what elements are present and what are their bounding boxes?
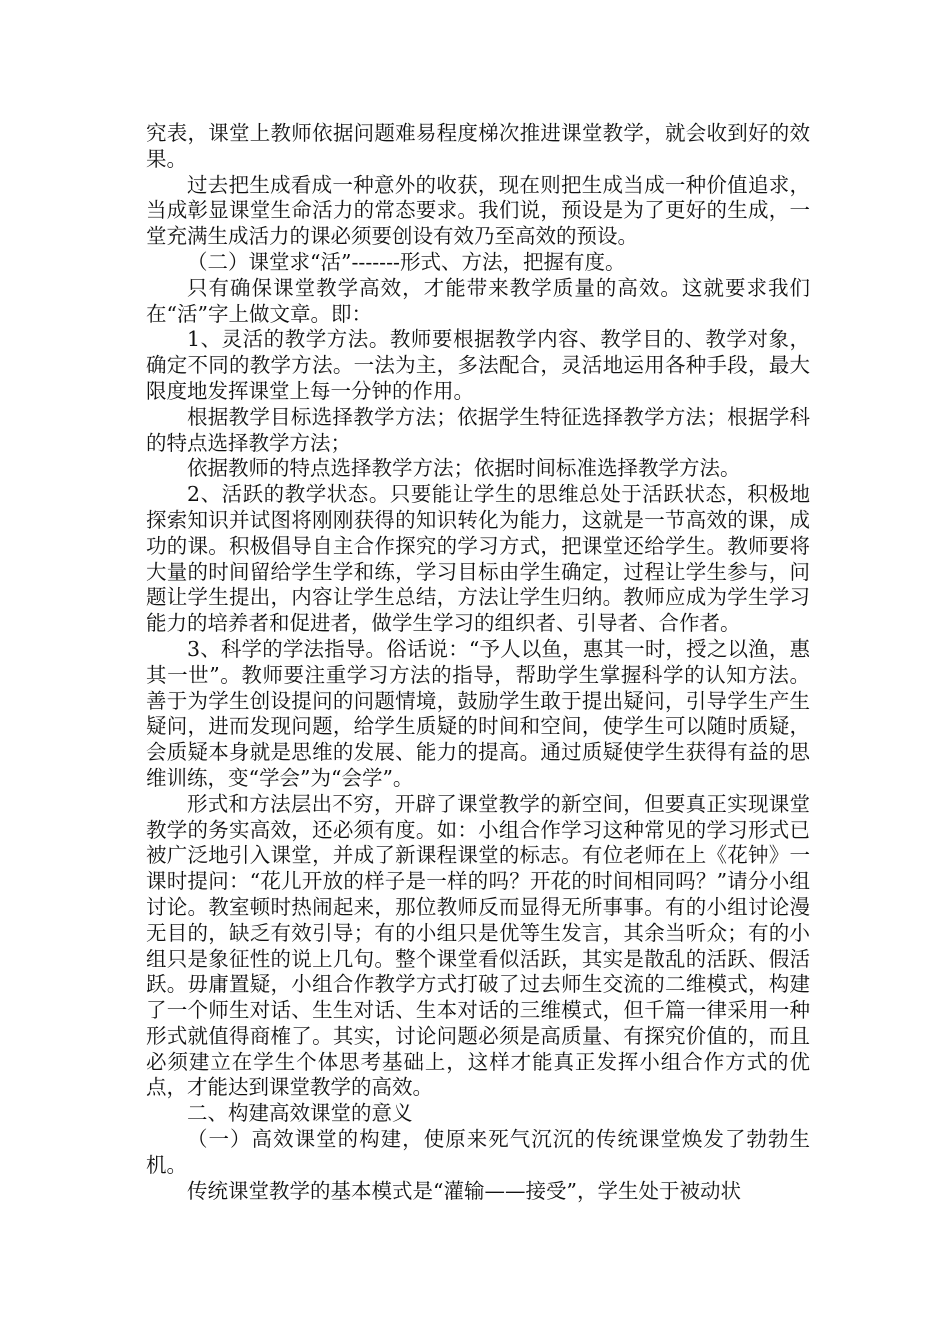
- paragraph-2: 过去把生成看成一种意外的收获，现在则把生成当成一种价值追求，当成彰显课堂生命活力的常态要求。我们说，预设是为了更好的生成，一堂充满生成活力的课必须要创设有效乃至高效的预设。: [146, 172, 810, 249]
- paragraph-6: 根据教学目标选择教学方法；依据学生特征选择教学方法；根据学科的特点选择教学方法；: [146, 404, 810, 455]
- paragraph-8: 2、活跃的教学状态。只要能让学生的思维总处于活跃状态，积极地探索知识并试图将刚刚获得的知识转化为能力，这就是一节高效的课，成功的课。积极倡导自主合作探究的学习方式，把课堂还给学生。教师要将大量的时间留给学生学和练，学习目标由学生确定，过程让学生参与，问题让学生提出，内容让学生总结，方法让学生归纳。教师应成为学生学习能力的培养者和促进者，做学生学习的组织者、引导者、合作者。: [146, 482, 810, 636]
- paragraph-7: 依据教师的特点选择教学方法；依据时间标准选择教学方法。: [187, 456, 741, 481]
- paragraph-10: 形式和方法层出不穷，开辟了课堂教学的新空间，但要真正实现课堂教学的务实高效，还必须有度。如：小组合作学习这种常见的学习形式已被广泛地引入课堂，并成了新课程课堂的标志。有位老师在上《花钟》一课时提问：“花儿开放的样子是一样的吗？开花的时间相同吗？”请分小组讨论。教室顿时热闹起来，那位教师反而显得无所事事。有的小组讨论漫无目的，缺乏有效引导；有的小组只是优等生发言，其余当听众；有的小组只是象征性的说上几句。整个课堂看似活跃，其实是散乱的活跃、假活跃。毋庸置疑，小组合作教学方式打破了过去师生交流的二维模式，构建了一个师生对话、生生对话、生本对话的三维模式，但千篇一律采用一种形式就值得商榷了。其实，讨论问题必须是高质量、有探究价值的，而且必须建立在学生个体思考基础上，这样才能真正发挥小组合作方式的优点，才能达到课堂教学的高效。: [146, 791, 810, 1100]
- document-body: [146, 121, 810, 1204]
- subsection-heading-1: （一）高效课堂的构建，使原来死气沉沉的传统课堂焕发了勃勃生机。: [146, 1127, 810, 1177]
- paragraph-5: 1、灵活的教学方法。教师要根据教学内容、教学目的、教学对象，确定不同的教学方法。一法为主，多法配合，灵活地运用各种手段，最大限度地发挥课堂上每一分钟的作用。: [146, 327, 810, 403]
- paragraph-4: 只有确保课堂教学高效，才能带来教学质量的高效。这就要求我们在“活”字上做文章。即：: [146, 275, 810, 326]
- section-heading-2: （二）课堂求“活”-------形式、方法，把握有度。: [187, 249, 626, 274]
- section-heading-meaning: 二、构建高效课堂的意义: [187, 1101, 413, 1126]
- paragraph-9: 3、科学的学法指导。俗话说：“予人以鱼，惠其一时，授之以渔，惠其一世”。教师要注重学习方法的指导，帮助学生掌握科学的认知方法。善于为学生创设提问的问题情境，鼓励学生敢于提出疑问，引导学生产生疑问，进而发现问题，给学生质疑的时间和空间，使学生可以随时质疑，会质疑本身就是思维的发展、能力的提高。通过质疑使学生获得有益的思维训练，变“学会”为“会学”。: [146, 636, 810, 790]
- paragraph-1: 究表，课堂上教师依据问题难易程度梯次推进课堂教学，就会收到好的效果。: [146, 121, 810, 171]
- paragraph-13: 传统课堂教学的基本模式是“灌输——接受”，学生处于被动状: [187, 1178, 741, 1203]
